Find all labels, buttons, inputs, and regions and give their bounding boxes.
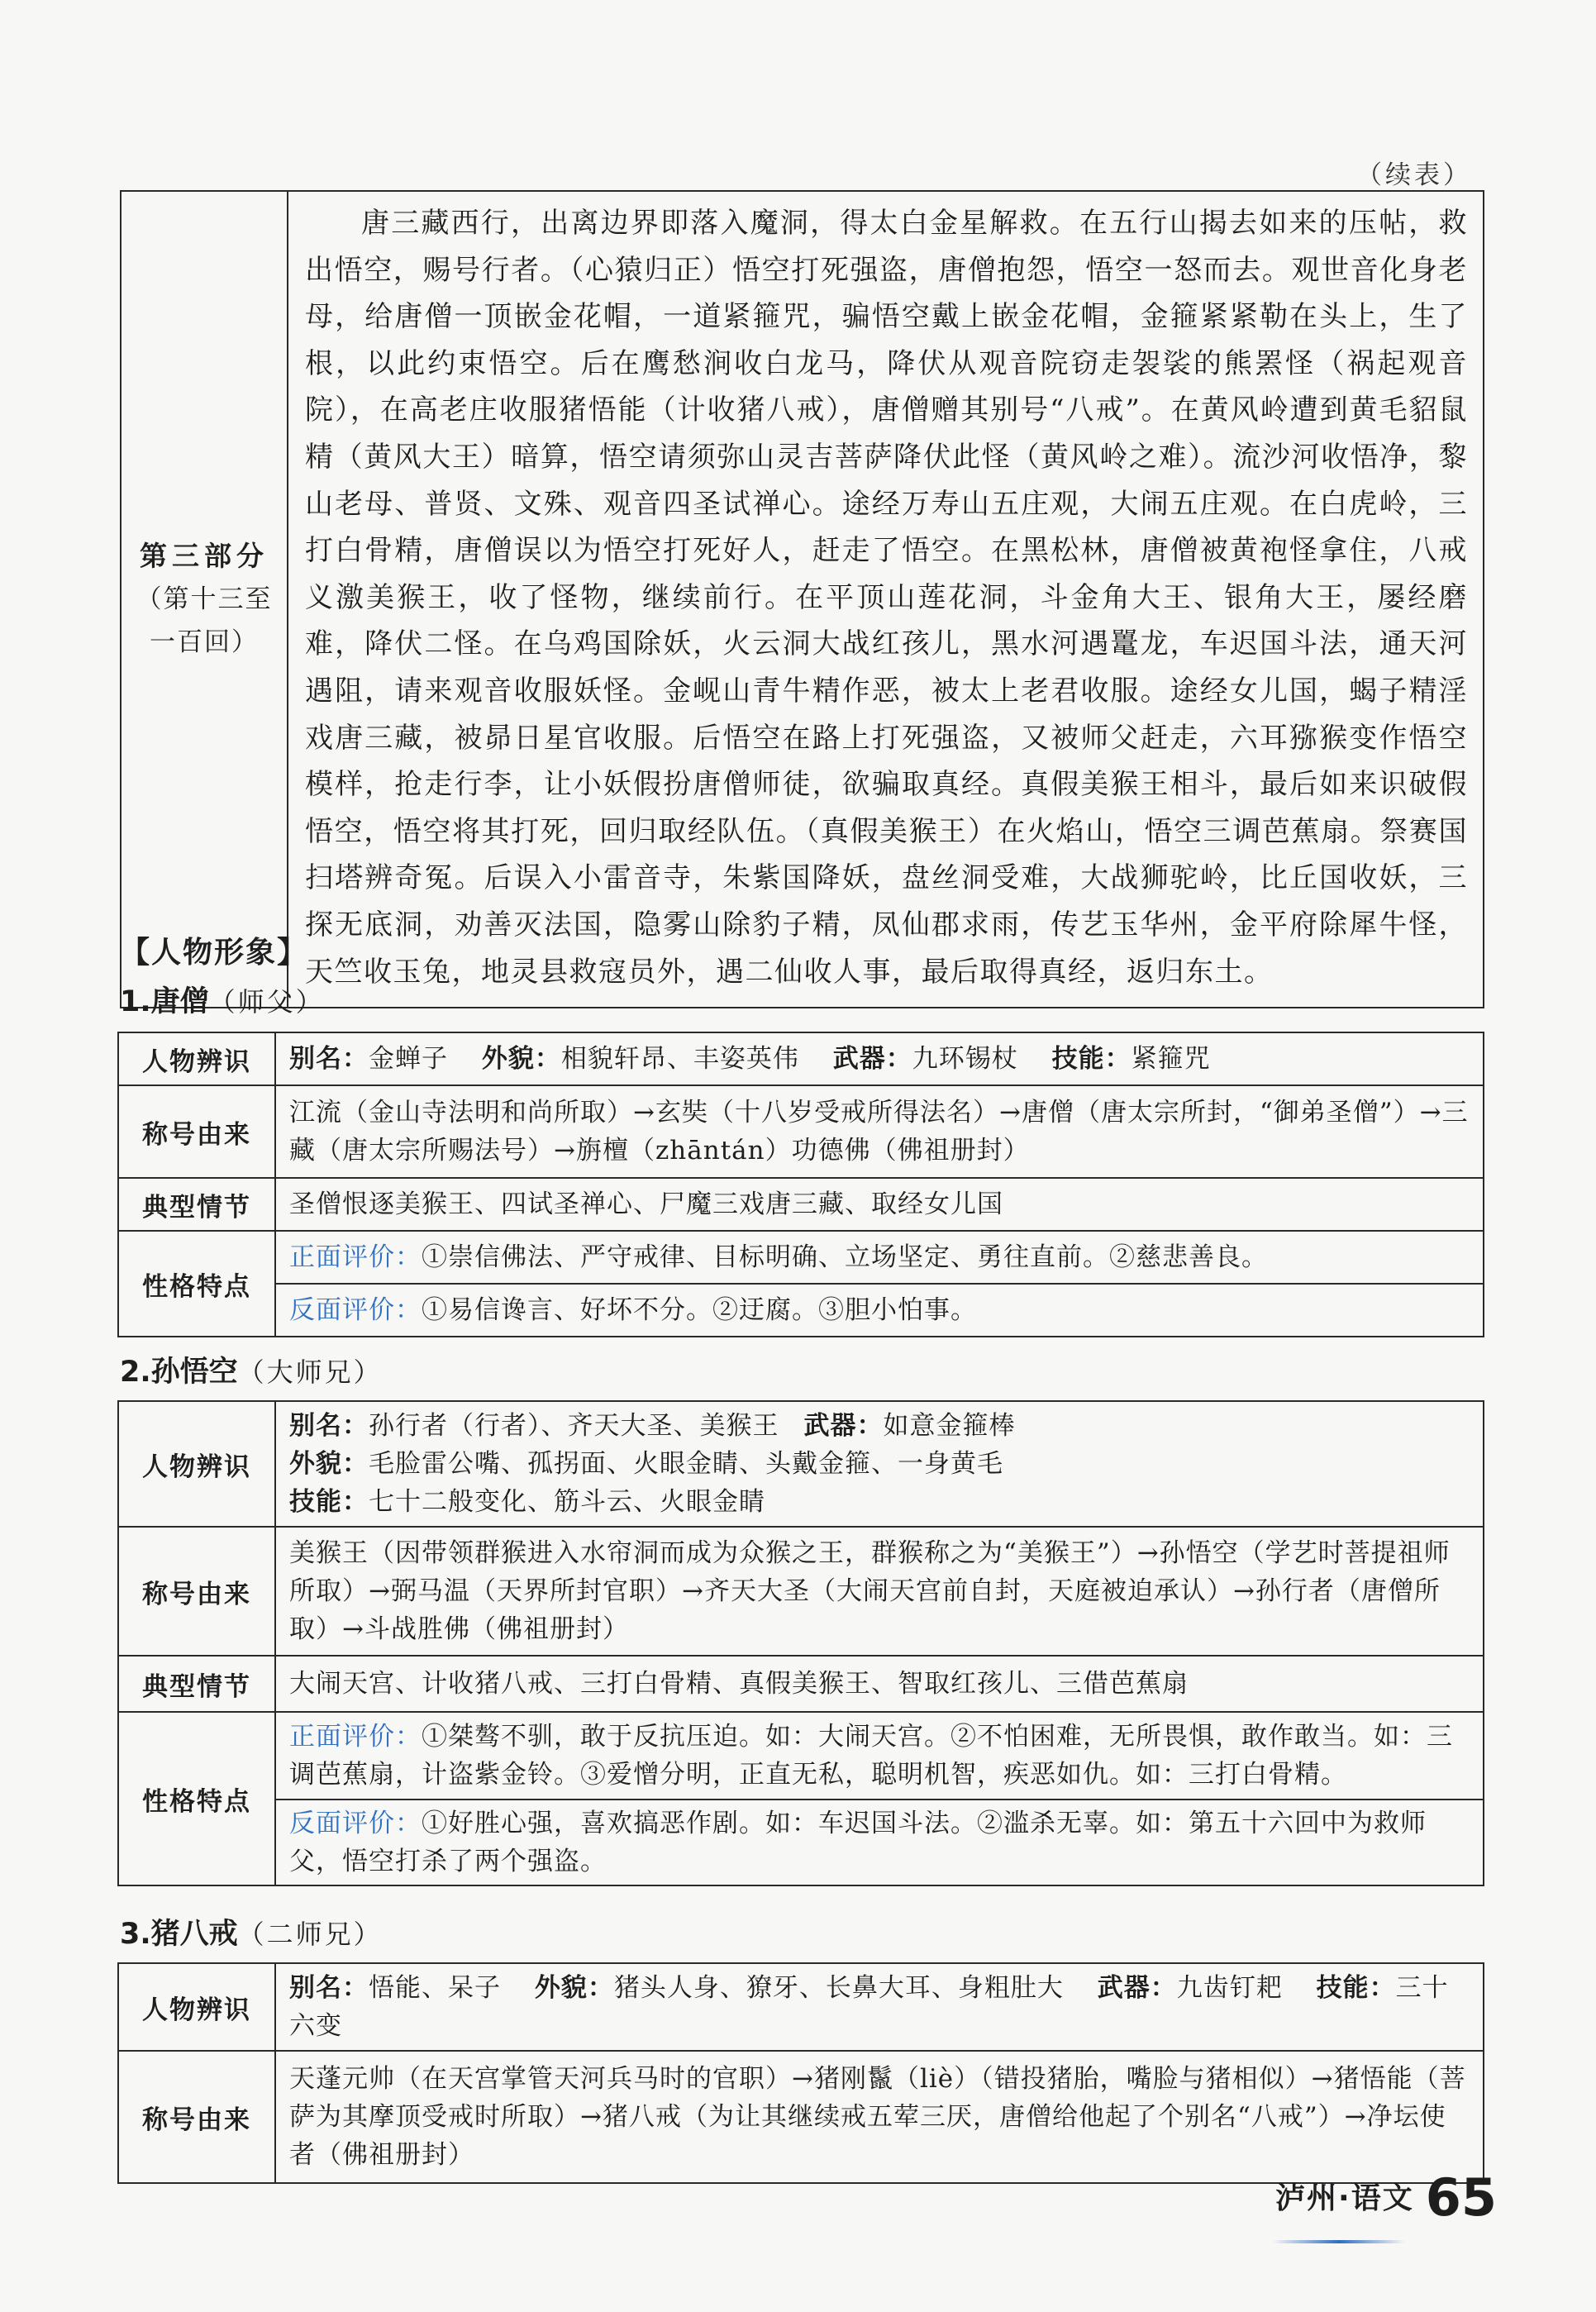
- part3-label: [121, 191, 288, 1008]
- wukong-skill: 七十二般变化、筋斗云、火眼金睛: [369, 1487, 765, 1517]
- tangseng-looks: 相貌轩昂、丰姿英伟: [560, 1044, 799, 1074]
- tangseng-negative: 反面评价：①易信谗言、好坏不分。②迂腐。③胆小怕事。: [275, 1284, 1484, 1337]
- bajie-alias: 悟能、呆子: [369, 1973, 501, 2003]
- bajie-origin-key: 称号由来: [118, 2051, 275, 2183]
- wukong-name: 2.孙悟空: [120, 1356, 238, 1389]
- wukong-table: [117, 1400, 1484, 1886]
- section-title: 【人物形象】: [120, 936, 309, 970]
- tangseng-ident: 别名：金蝉子 外貌：相貌轩昂、丰姿英伟 武器：九环锡杖 技能：紧箍咒: [275, 1032, 1484, 1085]
- footer-decoration: [1273, 2240, 1405, 2243]
- bajie-ident: 别名：悟能、呆子 外貌：猪头人身、獠牙、长鼻大耳、身粗肚大 武器：九齿钉耙 技能：三十六变: [275, 1963, 1484, 2051]
- wukong-traits-key: 性格特点: [118, 1712, 275, 1885]
- tangseng-episodes: 圣僧恨逐美猴王、四试圣禅心、尸魔三戏唐三藏、取经女儿国: [275, 1178, 1484, 1231]
- bajie-role: （二师兄）: [237, 1919, 383, 1950]
- tangseng-positive: 正面评价：①崇信佛法、严守戒律、目标明确、立场坚定、勇往直前。②慈悲善良。: [275, 1231, 1484, 1284]
- tangseng-table: [117, 1032, 1484, 1337]
- tangseng-name: 1.唐僧: [120, 985, 209, 1018]
- tangseng-episodes-key: 典型情节: [118, 1178, 275, 1231]
- wukong-ident-key: 人物辨识: [118, 1401, 275, 1527]
- bajie-origin: 天蓬元帅（在天宫掌管天河兵马时的官职）→猪刚鬣（liè）（错投猪胎，嘴脸与猪相似）→猪悟能（菩萨为其摩顶受戒时所取）→猪八戒（为让其继续戒五荤三厌，唐僧给他起了个别名“八戒”）→净坛使者（佛祖册封）: [275, 2051, 1484, 2183]
- tangseng-alias: 金蝉子: [369, 1044, 448, 1074]
- wukong-positive: 正面评价：①桀骜不驯，敢于反抗压迫。如：大闹天宫。②不怕困难，无所畏惧，敢作敢当。如：三调芭蕉扇，计盗紫金铃。③爱憎分明，正直无私，聪明机智，疾恶如仇。如：三打白骨精。: [275, 1712, 1484, 1800]
- part3-label-sub: （第十三至一百回）: [136, 584, 273, 658]
- tangseng-ident-key: 人物辨识: [118, 1032, 275, 1085]
- tangseng-skill: 紧箍咒: [1131, 1044, 1211, 1074]
- bajie-skill: 三十六变: [289, 1973, 1449, 2041]
- bajie-table: [117, 1962, 1484, 2184]
- bajie-weapon: 九齿钉耙: [1176, 1973, 1283, 2003]
- tangseng-negative-text: ①易信谗言、好坏不分。②迂腐。③胆小怕事。: [422, 1295, 977, 1325]
- tangseng-weapon: 九环锡杖: [912, 1044, 1018, 1074]
- wukong-origin-key: 称号由来: [118, 1527, 275, 1656]
- wukong-episodes: 大闹天宫、计收猪八戒、三打白骨精、真假美猴王、智取红孩儿、三借芭蕉扇: [275, 1656, 1484, 1712]
- part3-label-title: 第三部分: [140, 540, 269, 573]
- wukong-positive-text: ①桀骜不驯，敢于反抗压迫。如：大闹天宫。②不怕困难，无所畏惧，敢作敢当。如：三调芭蕉扇，计盗紫金铃。③爱憎分明，正直无私，聪明机智，疾恶如仇。如：三打白骨精。: [289, 1722, 1453, 1790]
- tangseng-role: （师父）: [208, 986, 325, 1018]
- tangseng-traits-key: 性格特点: [118, 1231, 275, 1337]
- part3-table: [120, 190, 1484, 1008]
- tangseng-origin: 江流（金山寺法明和尚所取）→玄奘（十八岁受戒所得法名）→唐僧（唐太宗所封，“御弟圣僧”）→三藏（唐太宗所赐法号）→旃檀（zhāntán）功德佛（佛祖册封）: [275, 1085, 1484, 1178]
- tangseng-origin-key: 称号由来: [118, 1085, 275, 1178]
- wukong-role: （大师兄）: [237, 1356, 383, 1388]
- bajie-heading: [120, 1911, 383, 1952]
- wukong-ident: 别名：孙行者（行者）、齐天大圣、美猴王 武器：如意金箍棒 外貌：毛脸雷公嘴、孤拐面、火眼金睛、头戴金箍、一身黄毛 技能：七十二般变化、筋斗云、火眼金睛: [275, 1401, 1484, 1527]
- tangseng-heading: [120, 979, 325, 1020]
- wukong-alias: 孙行者（行者）、齐天大圣、美猴王: [369, 1411, 779, 1441]
- part3-summary: 唐三藏西行，出离边界即落入魔洞，得太白金星解救。在五行山揭去如来的压帖，救出悟空，赐号行者。（心猿归正）悟空打死强盗，唐僧抱怨，悟空一怒而去。观世音化身老母，给唐僧一顶嵌金花帽，一道紧箍咒，骗悟空戴上嵌金花帽，金箍紧紧勒在头上，生了根，以此约束悟空。后在鹰愁涧收白龙马，降伏从观音院窃走袈裟的熊罴怪（祸起观音院），在高老庄收服猪悟能（计收猪八戒），唐僧赠其别号“八戒”。在黄风岭遭到黄毛貂鼠精（黄风大王）暗算，悟空请须弥山灵吉菩萨降伏此怪（黄风岭之难）。流沙河收悟净，黎山老母、普贤、文殊、观音四圣试禅心。途经万寿山五庄观，大闹五庄观。在白虎岭，三打白骨精，唐僧误以为悟空打死好人，赶走了悟空。在黑松林，唐僧被黄袍怪拿住，八戒义激美猴王，收了怪物，继续前行。在平顶山莲花洞，斗金角大王、银角大王，屡经磨难，降伏二怪。在乌鸡国除妖，火云洞大战红孩儿，黑水河遇鼍龙，车迟国斗法，通天河遇阻，请来观音收服妖怪。金岘山青牛精作恶，被太上老君收服。途经女儿国，蝎子精淫戏唐三藏，被昴日星官收服。后悟空在路上打死强盗，又被师父赶走，六耳猕猴变作悟空模样，抢走行李，让小妖假扮唐僧师徒，欲骗取真经。真假美猴王相斗，最后如来识破假悟空，悟空将其打死，回归取经队伍。（真假美猴王）在火焰山，悟空三调芭蕉扇。祭赛国扫塔辨奇冤。后误入小雷音寺，朱紫国降妖，盘丝洞受难，大战狮驼岭，比丘国收妖，三探无底洞，劝善灭法国，隐雾山除豹子精，凤仙郡求雨，传艺玉华州，金平府除犀牛怪，天竺收玉兔，地灵县救寇员外，遇二仙收人事，最后取得真经，返归东土。: [288, 191, 1484, 1008]
- wukong-heading: [120, 1349, 383, 1390]
- page-number: 65: [1425, 2167, 1497, 2228]
- bajie-name: 3.猪八戒: [120, 1918, 238, 1951]
- wukong-origin: 美猴王（因带领群猴进入水帘洞而成为众猴之王，群猴称之为“美猴王”）→孙悟空（学艺时菩提祖师所取）→弼马温（天界所封官职）→齐天大圣（大闹天宫前自封，天庭被迫承认）→孙行者（唐僧所取）→斗战胜佛（佛祖册封）: [275, 1527, 1484, 1656]
- wukong-negative: 反面评价：①好胜心强，喜欢搞恶作剧。如：车迟国斗法。②滥杀无辜。如：第五十六回中为救师父，悟空打杀了两个强盗。: [275, 1800, 1484, 1885]
- bajie-looks: 猪头人身、獠牙、长鼻大耳、身粗肚大: [613, 1973, 1064, 2003]
- tangseng-positive-text: ①崇信佛法、严守戒律、目标明确、立场坚定、勇往直前。②慈悲善良。: [422, 1242, 1268, 1272]
- wukong-weapon: 如意金箍棒: [883, 1411, 1016, 1441]
- continued-label: （续表）: [1356, 160, 1472, 190]
- footer-city: 泸州·语文: [1275, 2181, 1414, 2215]
- wukong-negative-text: ①好胜心强，喜欢搞恶作剧。如：车迟国斗法。②滥杀无辜。如：第五十六回中为救师父，悟空打杀了两个强盗。: [289, 1809, 1427, 1876]
- wukong-looks: 毛脸雷公嘴、孤拐面、火眼金睛、头戴金箍、一身黄毛: [369, 1449, 1003, 1479]
- wukong-episodes-key: 典型情节: [118, 1656, 275, 1712]
- bajie-ident-key: 人物辨识: [118, 1963, 275, 2051]
- page-footer: [1275, 2167, 1497, 2228]
